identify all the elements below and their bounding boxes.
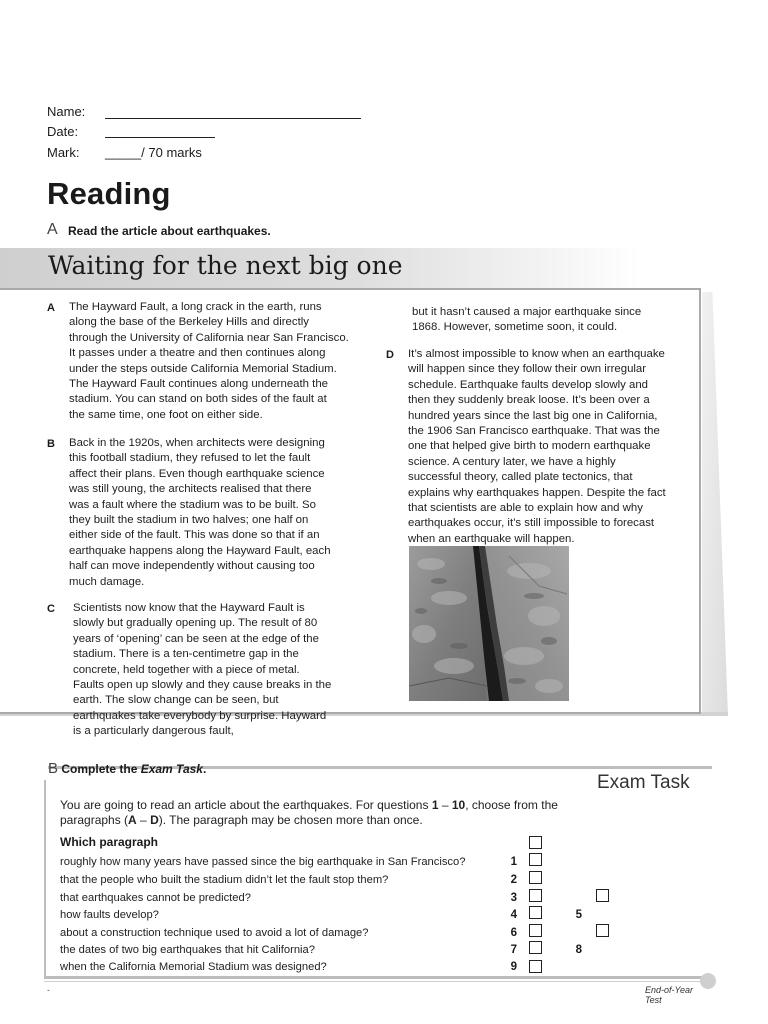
- fault-crack-photo: [409, 546, 569, 701]
- page-title: Reading: [47, 176, 171, 211]
- answer-checkbox-6[interactable]: [529, 924, 542, 937]
- footer-mark: -: [47, 985, 50, 995]
- exam-task-label: Exam Task: [597, 772, 690, 793]
- question-5-number: 5: [575, 909, 582, 921]
- paragraph-a: The Hayward Fault, a long crack in the earth, runs along the base of the Berkeley Hills and directly through the University of California near San Francisco. It passes under a theatre and then continues along under the steps outside California Memorial Stadium. The Hayward Fault continues along underneath the stadium. You can stand on both sides of the fault at the same time, one foot on either side.: [69, 301, 349, 421]
- question-9-text: when the California Memorial Stadium was designed?: [60, 961, 327, 973]
- paragraph-b-letter: B: [47, 438, 55, 450]
- paragraph-b: Back in the 1920s, when architects were designing this football stadium, they refused to let the fault affect their plans. Even though earthquake science was still young, the architects realised that there was a fault where the stadium was to be built. So they built the stadium in two halves; one half on either side of the fault. This was done so that if an earthquake happens along the Hayward Fault, each half can move independently without causing too much damage.: [69, 437, 331, 588]
- answer-checkbox-header[interactable]: [529, 836, 542, 849]
- section-a-instruction: Read the article about earthquakes.: [68, 224, 271, 238]
- question-4-number: 4: [510, 909, 517, 921]
- question-3-number: 3: [510, 892, 517, 904]
- footer-rule: [44, 981, 712, 982]
- answer-checkbox-1[interactable]: [529, 853, 542, 866]
- question-7-number: 7: [510, 944, 517, 956]
- question-4-text: how faults develop?: [60, 909, 159, 921]
- date-field[interactable]: [105, 137, 215, 138]
- question-3-text: that earthquakes cannot be predicted?: [60, 892, 251, 904]
- name-label: Name:: [47, 104, 86, 119]
- question-9-number: 9: [510, 961, 517, 973]
- paragraph-c-continued: but it hasn’t caused a major earthquake since 1868. However, sometime soon, it could.: [412, 306, 642, 334]
- article-title: Waiting for the next big one: [48, 251, 403, 280]
- section-b-instruction: B Complete the Exam Task.: [48, 760, 207, 777]
- name-row: [47, 104, 105, 119]
- name-field[interactable]: [105, 118, 361, 119]
- mark-value: _____/ 70 marks: [105, 145, 202, 160]
- paragraph-d: It’s almost impossible to know when an earthquake will happen since they follow their own irregular schedule. Earthquake faults develop slowly and then they suddenly break loose. It’s been over a hundred years since the last big one in California, the 1906 San Francisco earthquake. That was the one that helped give birth to modern earthquake science. A century later, we have a highly successful theory, called plate tectonics, that explains why earthquakes happen. Despite the fact that scientists are able to explain how and why earthquakes occur, it’s still impossible to forecast when an earthquake will happen.: [408, 348, 666, 545]
- section-a-letter: A: [47, 221, 58, 238]
- question-2-number: 2: [510, 874, 517, 886]
- exam-task-left-rule: [44, 780, 46, 978]
- answer-checkbox-6b[interactable]: [596, 924, 609, 937]
- question-2-text: that the people who built the stadium didn’t let the fault stop them?: [60, 874, 389, 886]
- paragraph-a-letter: A: [47, 302, 55, 314]
- which-paragraph-label: Which paragraph: [60, 835, 159, 849]
- footer-dot: [700, 973, 716, 989]
- answer-checkbox-3b[interactable]: [596, 889, 609, 902]
- question-8-number: 8: [575, 944, 582, 956]
- question-6-number: 6: [510, 927, 517, 939]
- footer-label: End-of-Year Test: [645, 985, 694, 1005]
- answer-checkbox-4[interactable]: [529, 906, 542, 919]
- answer-checkbox-7[interactable]: [529, 941, 542, 954]
- paragraph-c-letter: C: [47, 603, 55, 615]
- date-label: Date:: [47, 124, 79, 139]
- question-6-text: about a construction technique used to avoid a lot of damage?: [60, 927, 369, 939]
- mark-row: [47, 145, 202, 160]
- question-7-text: the dates of two big earthquakes that hit California?: [60, 944, 315, 956]
- date-row: [47, 124, 105, 139]
- answer-checkbox-3[interactable]: [529, 889, 542, 902]
- question-1-text: roughly how many years have passed since the big earthquake in San Francisco?: [60, 856, 466, 868]
- answer-checkbox-2[interactable]: [529, 871, 542, 884]
- mark-label: Mark:: [47, 145, 80, 160]
- section-b-letter: B: [48, 760, 59, 777]
- answer-checkbox-9[interactable]: [529, 960, 542, 973]
- paragraph-c: Scientists now know that the Hayward Fault is slowly but gradually opening up. The result of 80 years of ‘opening’ can be seen at the edge of the stadium. There is a ten-centimetre gap in the concrete, held together with a piece of metal. Faults open up slowly and they cause breaks in the earth. The slow change can be seen, but earthquakes take everybody by surprise. Hayward is a particularly dangerous fault,: [73, 602, 332, 738]
- article-frame-shadow-right: [702, 292, 728, 716]
- exam-task-intro: You are going to read an article about the earthquakes. For questions 1 – 10, choose from the paragraphs (A – D). The paragraph may be chosen more than once.: [60, 798, 558, 827]
- question-1-number: 1: [510, 856, 517, 868]
- exam-task-bottom-rule: [44, 976, 712, 979]
- paragraph-d-letter: D: [386, 349, 394, 361]
